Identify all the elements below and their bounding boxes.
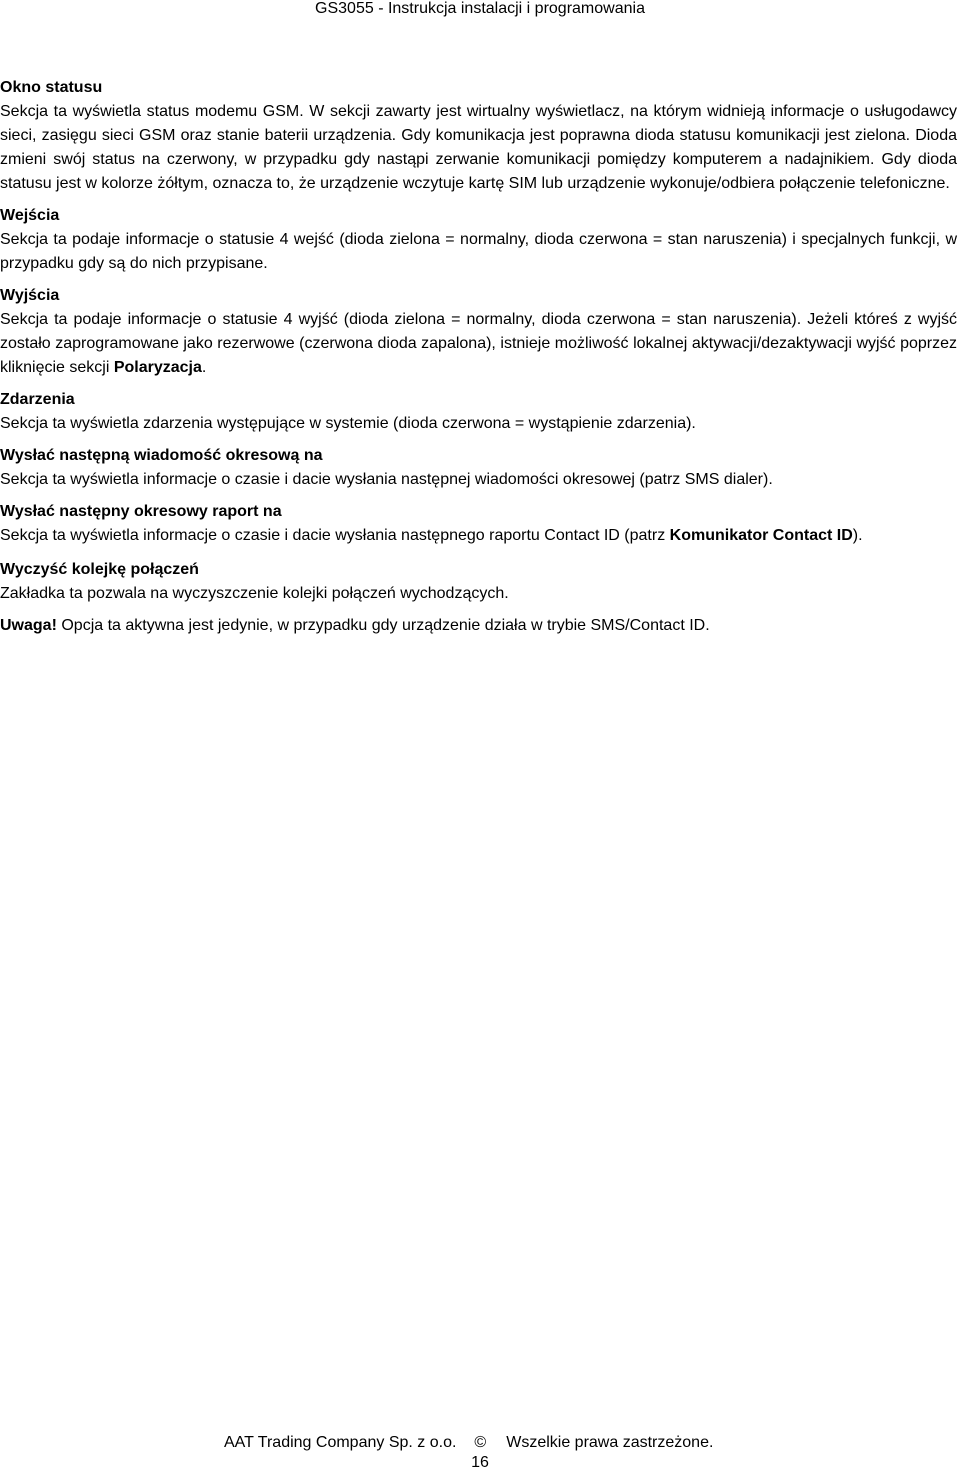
footer-rights: Wszelkie prawa zastrzeżone. (506, 1434, 714, 1451)
text-run: Sekcja ta wyświetla informacje o czasie i dacie wysłania następnego raportu Contact ID (patrz (0, 527, 670, 544)
section-next-report (0, 500, 957, 548)
section-inputs (0, 204, 957, 276)
section-heading: Zdarzenia (0, 391, 75, 408)
copyright-icon: © (474, 1434, 487, 1451)
page-number: 16 (471, 1454, 489, 1471)
footer-company: AAT Trading Company Sp. z o.o. (224, 1434, 457, 1451)
bold-reference: Polaryzacja (113, 359, 202, 376)
section-events (0, 388, 957, 436)
section-heading: Wysłać następny okresowy raport na (0, 503, 282, 520)
text-run: ). (852, 527, 863, 544)
section-heading: Wysłać następną wiadomość okresową na (0, 447, 323, 464)
footer-line (224, 1434, 713, 1452)
note-paragraph (0, 614, 957, 638)
section-heading: Okno statusu (0, 79, 103, 96)
section-text (0, 524, 957, 548)
document-body (0, 76, 957, 646)
section-text: Sekcja ta wyświetla zdarzenia występujące w systemie (dioda czerwona = wystąpienie zdarzenia). (0, 415, 696, 432)
bold-reference: Komunikator Contact ID (669, 527, 853, 544)
document-title: GS3055 - Instrukcja instalacji i programowania (315, 0, 645, 17)
section-next-message (0, 444, 957, 492)
section-text: Sekcja ta podaje informacje o statusie 4 wejść (dioda zielona = normalny, dioda czerwona = stan naruszenia) i specjalnych funkcji, w przypadku gdy są do nich przypisane. (0, 231, 957, 272)
section-status-window (0, 76, 957, 196)
text-run: Sekcja ta podaje informacje o statusie 4 wyjść (dioda zielona = normalny, dioda czerwona = stan naruszenia). Jeżeli któreś z wyjść zostało zaprogramowane jako rezerwowe (czerwona dioda zapalona), istnieje możliwość lokalnej aktywacji/dezaktywacji wyjść poprzez kliknięcie sekcji (0, 311, 957, 376)
section-text: Zakładka ta pozwala na wyczyszczenie kolejki połączeń wychodzących. (0, 585, 509, 602)
section-text (0, 308, 957, 380)
section-heading: Wejścia (0, 207, 60, 224)
section-heading: Wyjścia (0, 287, 60, 304)
section-text: Sekcja ta wyświetla status modemu GSM. W sekcji zawarty jest wirtualny wyświetlacz, na którym widnieją informacje o usługodawcy sieci, zasięgu sieci GSM oraz stanie baterii urządzenia. Gdy komunikacja jest poprawna dioda statusu komunikacji jest zielona. Dioda zmieni swój status na czerwony, w przypadku gdy nastąpi zerwanie komunikacji pomiędzy komputerem a nadajnikiem. Gdy dioda statusu jest w kolorze żółtym, oznacza to, że urządzenie wczytuje kartę SIM lub urządzenie wykonuje/odbiera połączenie telefoniczne. (0, 103, 957, 192)
section-heading: Wyczyść kolejkę połączeń (0, 561, 199, 578)
note-text: Opcja ta aktywna jest jedynie, w przypadku gdy urządzenie działa w trybie SMS/Contact ID. (56, 617, 710, 634)
text-run: . (201, 359, 207, 376)
page-header (0, 0, 960, 18)
note-label: Uwaga! (0, 617, 57, 634)
section-text: Sekcja ta wyświetla informacje o czasie i dacie wysłania następnej wiadomości okresowej (patrz SMS dialer). (0, 471, 773, 488)
section-clear-queue (0, 558, 957, 638)
section-outputs (0, 284, 957, 380)
